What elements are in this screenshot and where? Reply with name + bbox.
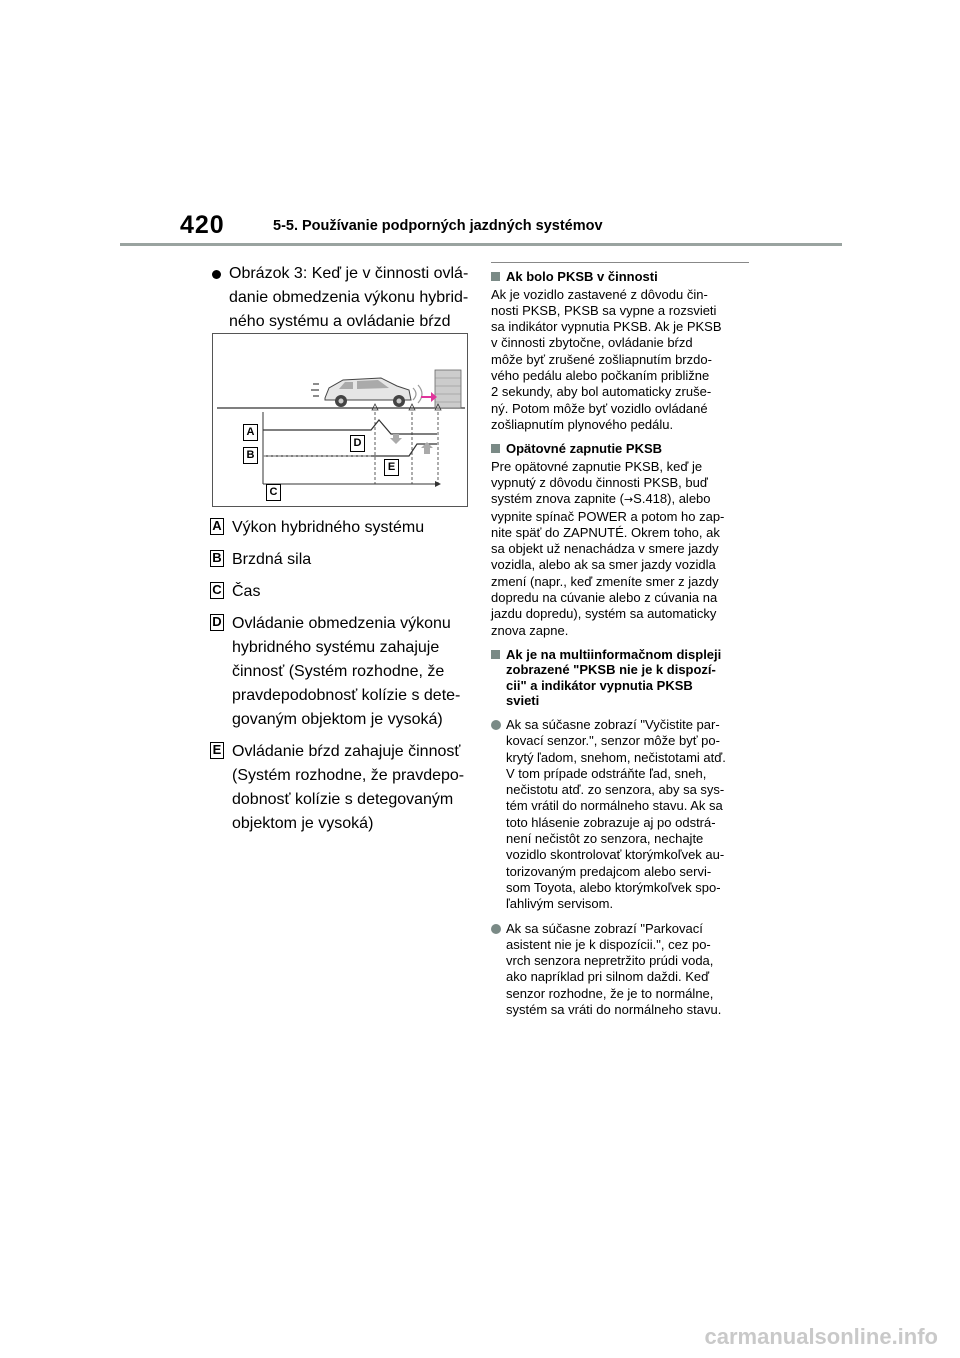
legend-text: Brzdná sila [232,551,312,568]
pksb-diagram [212,333,468,507]
square-marker-icon [491,444,500,453]
text-line: som Toyota, alebo ktorýmkoľvek spo- [506,879,721,895]
header-rule [120,243,842,246]
paragraph [491,287,753,434]
heading-text: Ak bolo PKSB v činnosti [506,269,658,284]
text-line: torizovaným predajcom alebo servi- [506,863,712,879]
caption-line: danie obmedzenia výkonu hybrid- [229,289,469,306]
left-column [208,262,470,334]
figure-caption [208,262,470,334]
column-rule [491,262,749,263]
square-marker-icon [491,650,500,659]
text-line: ný. Potom môže byť vozidlo ovládané [491,400,708,416]
diagram-label-c: C [266,484,281,501]
legend-badge: B [210,550,224,567]
legend-item-d [210,612,472,732]
legend-text: Čas [232,583,261,600]
brick-wall-icon [435,370,461,408]
text-line: sa objekt už nenachádza v smere jazdy [491,541,719,557]
page-ref-arrow-icon: → [623,493,634,507]
text-line: V tom prípade odstráňte ľad, sneh, [506,765,707,781]
heading-text: Ak je na multiinformačnom displeji [506,646,722,662]
text-line: krytý ľadom, snehom, nečistotami atď. [506,749,726,765]
text-line: vypnutý z dôvodu činnosti PKSB, buď [491,474,708,490]
diagram-label-a: A [243,424,258,441]
circle-bullet-icon [491,720,501,730]
text-line: Pre opätovné zapnutie PKSB, keď je [491,458,703,474]
text-line: tém vrátil do normálneho stavu. Ak sa [506,798,723,814]
text-line: v činnosti zbytočne, ovládanie bŕzd [491,335,693,351]
circle-bullet-icon [491,924,501,934]
legend-text: (Systém rozhodne, že pravdepo- [232,767,465,784]
text-line: toto hlásenie zobrazuje aj po odstrá- [506,814,716,830]
text-line [491,491,753,508]
caption-line: ného systému a ovládanie bŕzd [229,313,451,330]
diagram-graphic [213,334,467,506]
text-line: vého pedálu alebo počkaním približne [491,367,710,383]
legend-item-c [210,580,472,604]
text-line: nečistotu atď. zo senzora, aby sa sys- [506,782,725,798]
legend-text: dobnosť kolízie s detegovaným [232,791,454,808]
text-line: zošliapnutím plynového pedálu. [491,416,674,432]
text-line: môže byť zrušené zošliapnutím brzdo- [491,351,712,367]
text-line: zmení (napr., keď zmeníte smer z jazdy [491,573,719,589]
legend-badge: D [210,614,224,631]
diagram-label-d: D [350,435,365,452]
text-line: asistent nie je k dispozícii.", cez po- [506,936,711,952]
text-line: systém sa vráti do normálneho stavu. [506,1001,722,1017]
heading-text: zobrazené "PKSB nie je k dispozí- [506,662,716,678]
legend-text: objektom je vysoká) [232,815,374,832]
text-line: není nečistôt zo senzora, nechajte [506,831,704,847]
square-marker-icon [491,272,500,281]
paragraph [491,459,753,639]
legend-item-b [210,548,472,572]
text-line: vozidla, alebo ak sa smer jazdy vozidla [491,557,716,573]
legend-item-a [210,516,472,540]
list-item [491,717,753,913]
text-line: vozidlo skontrolovať ktorýmkoľvek au- [506,847,725,863]
legend-text: Výkon hybridného systému [232,519,425,536]
legend-badge: C [210,582,224,599]
text-line: vypnite spínač POWER a potom ho zap- [491,508,725,524]
legend-item-e [210,740,472,836]
bullet-icon [212,270,221,279]
text-line: ako napríklad pri silnom daždi. Keď [506,969,710,985]
legend-badge: A [210,518,224,535]
diagram-label-b: B [243,447,258,464]
text-line: jazdu dopredu), systém sa automaticky [491,606,717,622]
heading-text: svieti [506,693,540,709]
text-line: znova zapne. [491,622,569,638]
text-line: ľahlivým servisom. [506,896,614,912]
diagram-legend [210,516,472,844]
text-line: sa indikátor vypnutia PKSB. Ak je PKSB [491,319,722,335]
section-title: 5-5. Používanie podporných jazdných systémov [273,218,603,234]
list-item [491,921,753,1019]
text-line: vrch senzora nepretržito prúdi voda, [506,953,714,969]
legend-text: pravdepodobnosť kolízie s dete- [232,687,461,704]
section-heading [491,441,753,457]
text-line: Ak sa súčasne zobrazí "Vyčistite par- [506,716,720,732]
text-line: kovací senzor.", senzor môže byť po- [506,733,720,749]
legend-text: Ovládanie obmedzenia výkonu [232,615,451,632]
text-line: nosti PKSB, PKSB sa vypne a rozsvieti [491,302,717,318]
text-line: senzor rozhodne, že je to normálne, [506,985,714,1001]
text-line: Ak sa súčasne zobrazí "Parkovací [506,920,703,936]
section-heading [491,647,753,709]
text-line: nite späť do ZAPNUTÉ. Okrem toho, ak [491,524,720,540]
text-line: Ak je vozidlo zastavené z dôvodu čin- [491,286,708,302]
legend-text: činnosť (Systém rozhodne, že [232,663,445,680]
legend-text: hybridného systému zahajuje [232,639,440,656]
page-reference-link[interactable]: S.418), alebo [633,491,711,507]
text-line: 2 sekundy, aby bol automaticky zruše- [491,384,712,400]
watermark: carmanualsonline.info [704,1324,938,1349]
caption-line: Obrázok 3: Keď je v činnosti ovlá- [229,265,469,282]
sensor-waves-icon [413,385,422,403]
output-curve [263,420,437,434]
text-span: systém znova zapnite ( [491,491,624,507]
car-icon [311,378,411,407]
heading-text: cii" a indikátor vypnutia PKSB [506,677,693,693]
legend-text: Ovládanie bŕzd zahajuje činnosť [232,743,461,760]
section-heading [491,269,753,285]
right-column [491,262,753,1026]
page-number: 420 [180,211,225,239]
diagram-label-e: E [384,459,399,476]
legend-text: govaným objektom je vysoká) [232,711,443,728]
text-line: dopredu na cúvanie alebo z cúvania na [491,590,718,606]
heading-text: Opätovné zapnutie PKSB [506,441,663,457]
down-arrow-icon [390,434,402,444]
legend-badge: E [210,742,224,759]
